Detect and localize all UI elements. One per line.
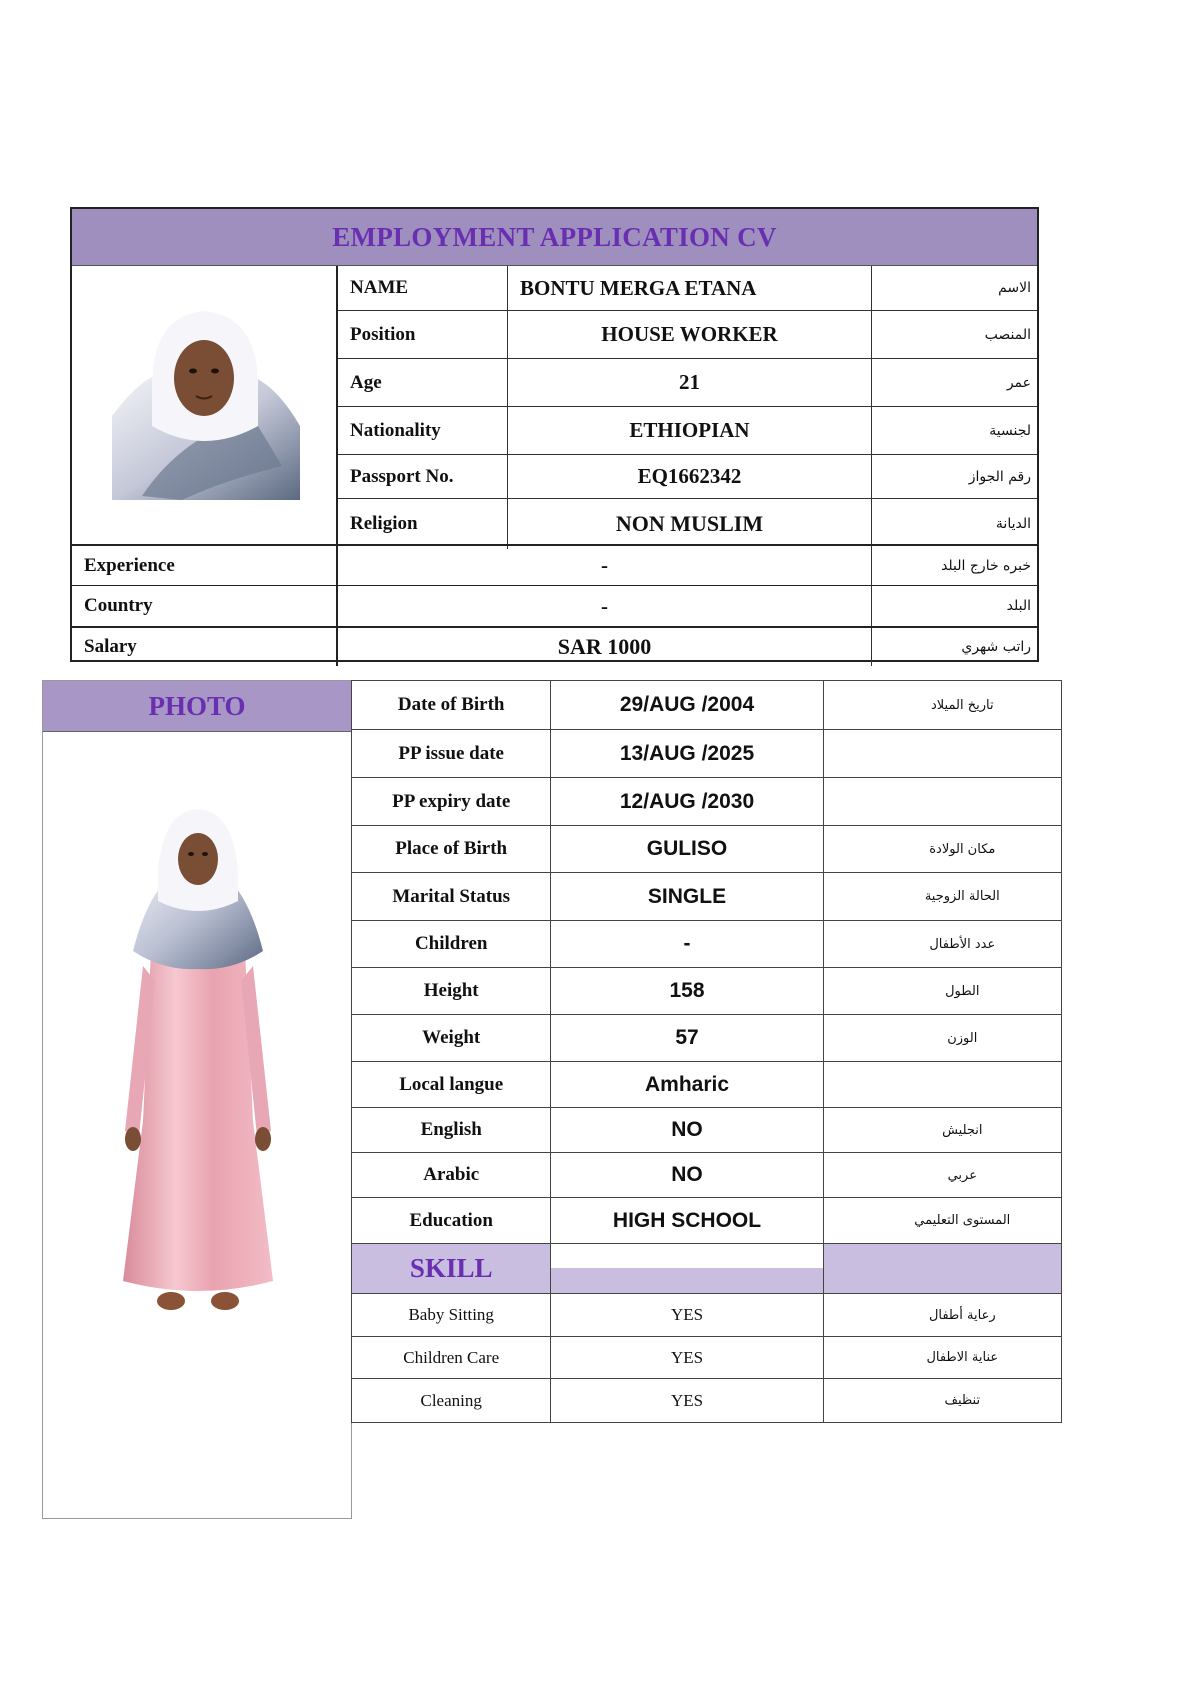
- skill-header-row: [352, 1244, 1061, 1294]
- detail-value: -: [551, 921, 823, 968]
- row-value: HOUSE WORKER: [508, 311, 872, 358]
- row-value: -: [338, 546, 872, 585]
- detail-label: Education: [352, 1198, 551, 1244]
- detail-label: PP expiry date: [352, 778, 551, 826]
- skill-label: Children Care: [352, 1337, 551, 1379]
- skill-arabic-label: رعاية أطفال: [824, 1294, 1061, 1337]
- portrait-photo-cell: [72, 266, 338, 544]
- row-label: Passport No.: [338, 455, 508, 498]
- table-row: [352, 873, 1061, 921]
- row-arabic-label: رقم الجواز: [968, 468, 1031, 485]
- photo-header: [43, 681, 351, 732]
- row-arabic-label: الاسم: [998, 280, 1031, 296]
- document-title: EMPLOYMENT APPLICATION CV: [332, 221, 777, 252]
- table-row: [352, 1062, 1061, 1108]
- row-arabic-label: خبره خارج البلد: [941, 557, 1031, 574]
- table-row: [352, 826, 1061, 873]
- skill-row: [352, 1337, 1061, 1379]
- skill-label: Cleaning: [352, 1379, 551, 1422]
- skill-row: [352, 1294, 1061, 1337]
- table-row: [352, 1108, 1061, 1153]
- detail-label: Local langue: [352, 1062, 551, 1108]
- row-label: Salary: [72, 628, 338, 666]
- detail-arabic-label: المستوى التعليمي: [824, 1198, 1061, 1244]
- row-value: ETHIOPIAN: [508, 407, 872, 454]
- full-photo-panel: [42, 680, 352, 1519]
- row-label: Age: [338, 359, 508, 406]
- table-row: [352, 1015, 1061, 1062]
- table-row: [338, 266, 1037, 311]
- detail-label: Date of Birth: [352, 681, 551, 730]
- wide-rows: [72, 544, 1037, 666]
- skill-header: SKILL: [352, 1244, 551, 1294]
- detail-arabic-label: [824, 1062, 1061, 1108]
- detail-arabic-label: مكان الولادة: [824, 826, 1061, 873]
- portrait-photo: [72, 266, 336, 542]
- table-row: [338, 359, 1037, 407]
- row-label: Country: [72, 586, 338, 626]
- personal-info-table: [70, 207, 1039, 662]
- detail-label: English: [352, 1108, 551, 1153]
- detail-arabic-label: [824, 778, 1061, 826]
- row-arabic-label: البلد: [1006, 598, 1031, 614]
- row-label: Religion: [338, 499, 508, 549]
- table-row: [338, 499, 1037, 549]
- detail-value: 29/AUG /2004: [551, 681, 823, 730]
- detail-value: HIGH SCHOOL: [551, 1198, 823, 1244]
- detail-value: 13/AUG /2025: [551, 730, 823, 778]
- skill-header-spacer: [824, 1244, 1061, 1294]
- detail-value: 12/AUG /2030: [551, 778, 823, 826]
- detail-arabic-label: عربي: [824, 1153, 1061, 1198]
- skill-arabic-label: عناية الاطفال: [824, 1337, 1061, 1379]
- row-value: SAR 1000: [338, 628, 872, 666]
- detail-value: Amharic: [551, 1062, 823, 1108]
- detail-label: Height: [352, 968, 551, 1015]
- top-rows: [338, 266, 1037, 549]
- row-value: EQ1662342: [508, 455, 872, 498]
- table-row: [338, 455, 1037, 499]
- skill-value: YES: [551, 1337, 823, 1379]
- row-label: NAME: [338, 266, 508, 310]
- detail-value: 57: [551, 1015, 823, 1062]
- full-length-photo: [113, 801, 283, 1321]
- table-row: [338, 311, 1037, 359]
- detail-label: Children: [352, 921, 551, 968]
- row-arabic-label: المنصب: [984, 326, 1031, 343]
- detail-label: Marital Status: [352, 873, 551, 921]
- skill-row: [352, 1379, 1061, 1422]
- skill-label: Baby Sitting: [352, 1294, 551, 1337]
- skill-header-spacer: [551, 1244, 823, 1294]
- skill-value: YES: [551, 1294, 823, 1337]
- detail-value: SINGLE: [551, 873, 823, 921]
- row-value: NON MUSLIM: [508, 499, 872, 549]
- row-label: Nationality: [338, 407, 508, 454]
- detail-arabic-label: الطول: [824, 968, 1061, 1015]
- row-label: Experience: [72, 546, 338, 585]
- skill-value: YES: [551, 1379, 823, 1422]
- table-row: [72, 544, 1037, 586]
- details-table: [351, 680, 1062, 1423]
- document-title-bar: [72, 209, 1037, 266]
- table-row: [352, 968, 1061, 1015]
- row-value: -: [338, 586, 872, 626]
- table-row: [352, 921, 1061, 968]
- detail-value: NO: [551, 1108, 823, 1153]
- row-value: 21: [508, 359, 872, 406]
- table-row: [352, 1198, 1061, 1244]
- detail-arabic-label: عدد الأطفال: [824, 921, 1061, 968]
- detail-value: NO: [551, 1153, 823, 1198]
- table-row: [352, 1153, 1061, 1198]
- row-value: BONTU MERGA ETANA: [508, 266, 872, 310]
- table-row: [352, 681, 1061, 730]
- detail-label: Arabic: [352, 1153, 551, 1198]
- row-arabic-label: لجنسية: [989, 422, 1031, 439]
- photo-header-label: PHOTO: [148, 690, 246, 721]
- detail-value: 158: [551, 968, 823, 1015]
- detail-value: GULISO: [551, 826, 823, 873]
- row-arabic-label: الديانة: [995, 516, 1031, 532]
- detail-arabic-label: انجليش: [824, 1108, 1061, 1153]
- row-label: Position: [338, 311, 508, 358]
- detail-label: PP issue date: [352, 730, 551, 778]
- skill-arabic-label: تنظيف: [944, 1393, 981, 1408]
- detail-label: Weight: [352, 1015, 551, 1062]
- table-row: [352, 730, 1061, 778]
- detail-arabic-label: الوزن: [824, 1015, 1061, 1062]
- detail-arabic-label: تاريخ الميلاد: [824, 681, 1061, 730]
- table-row: [72, 586, 1037, 628]
- detail-label: Place of Birth: [352, 826, 551, 873]
- detail-arabic-label: الحالة الزوجية: [824, 873, 1061, 921]
- table-row: [72, 628, 1037, 666]
- row-arabic-label: راتب شهري: [961, 639, 1031, 655]
- table-row: [338, 407, 1037, 455]
- detail-arabic-label: [824, 730, 1061, 778]
- row-arabic-label: عمر: [1006, 374, 1031, 391]
- table-row: [352, 778, 1061, 826]
